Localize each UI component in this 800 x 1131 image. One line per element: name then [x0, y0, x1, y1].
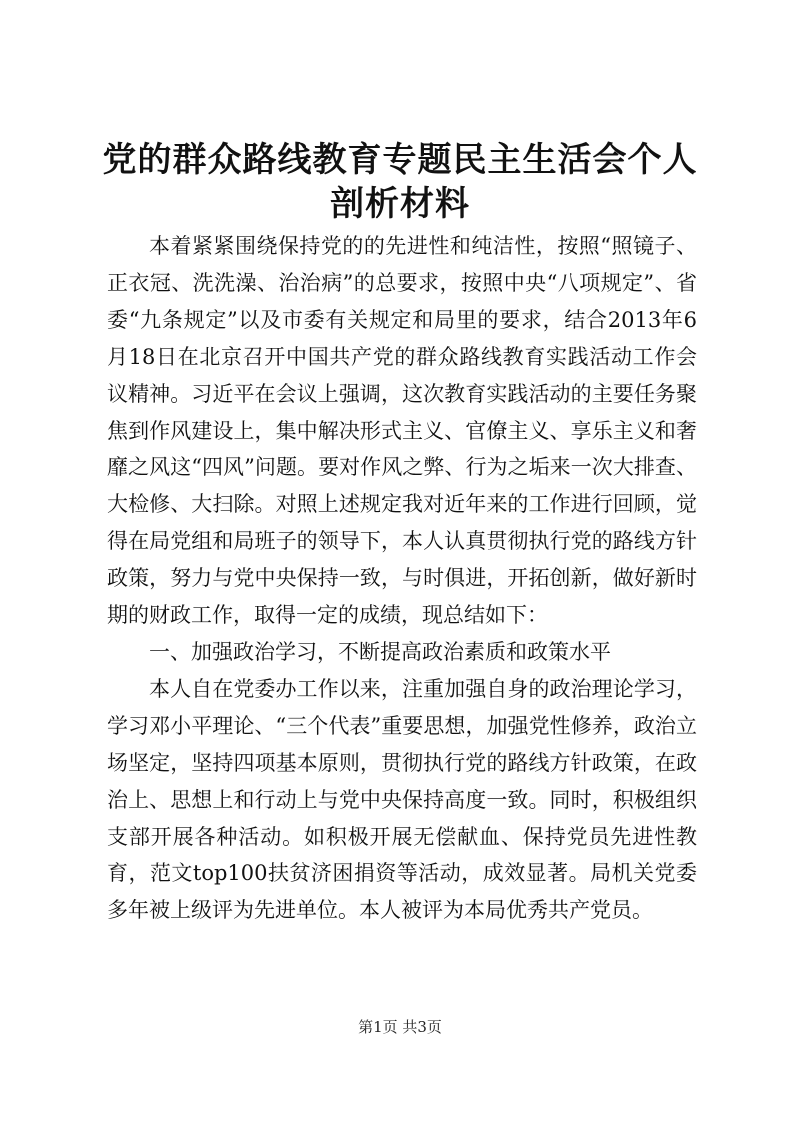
- document-title: 党的群众路线教育专题民主生活会个人剖析材料: [102, 140, 698, 224]
- document-body: [107, 228, 697, 929]
- section-heading: 一、加强政治学习，不断提高政治素质和政策水平: [149, 639, 611, 664]
- intro-paragraph: 本着紧紧围绕保持党的的先进性和纯洁性，按照“照镜子、正衣冠、洗洗澡、治治病”的总要求，按照中央“八项规定”、省委“九条规定”以及市委有关规定和局里的要求，结合2013年6月18日在北京召开中国共产党的群众路线教育实践活动工作会议精神。习近平在会议上强调，这次教育实践活动的主要任务聚焦到作风建设上，集中解决形式主义、官僚主义、享乐主义和奢靡之风这“四风”问题。要对作风之弊、行为之垢来一次大排查、大检修、大扫除。对照上述规定我对近年来的工作进行回顾，觉得在局党组和局班子的领导下，本人认真贯彻执行党的路线方针政策，努力与党中央保持一致，与时俱进，开拓创新，做好新时期的财政工作，取得一定的成绩，现总结如下：: [107, 234, 697, 628]
- page-footer: 第1页 共3页: [358, 1018, 442, 1036]
- section-paragraph: 本人自在党委办工作以来，注重加强自身的政治理论学习，学习邓小平理论、“三个代表”重要思想，加强党性修养，政治立场坚定，坚持四项基本原则，贯彻执行党的路线方针政策，在政治上、思想上和行动上与党中央保持高度一致。同时，积极组织支部开展各种活动。如积极开展无偿献血、保持党员先进性教育，范文top100扶贫济困捐资等活动，成效显著。局机关党委多年被上级评为先进单位。本人被评为本局优秀共产党员。: [107, 676, 697, 923]
